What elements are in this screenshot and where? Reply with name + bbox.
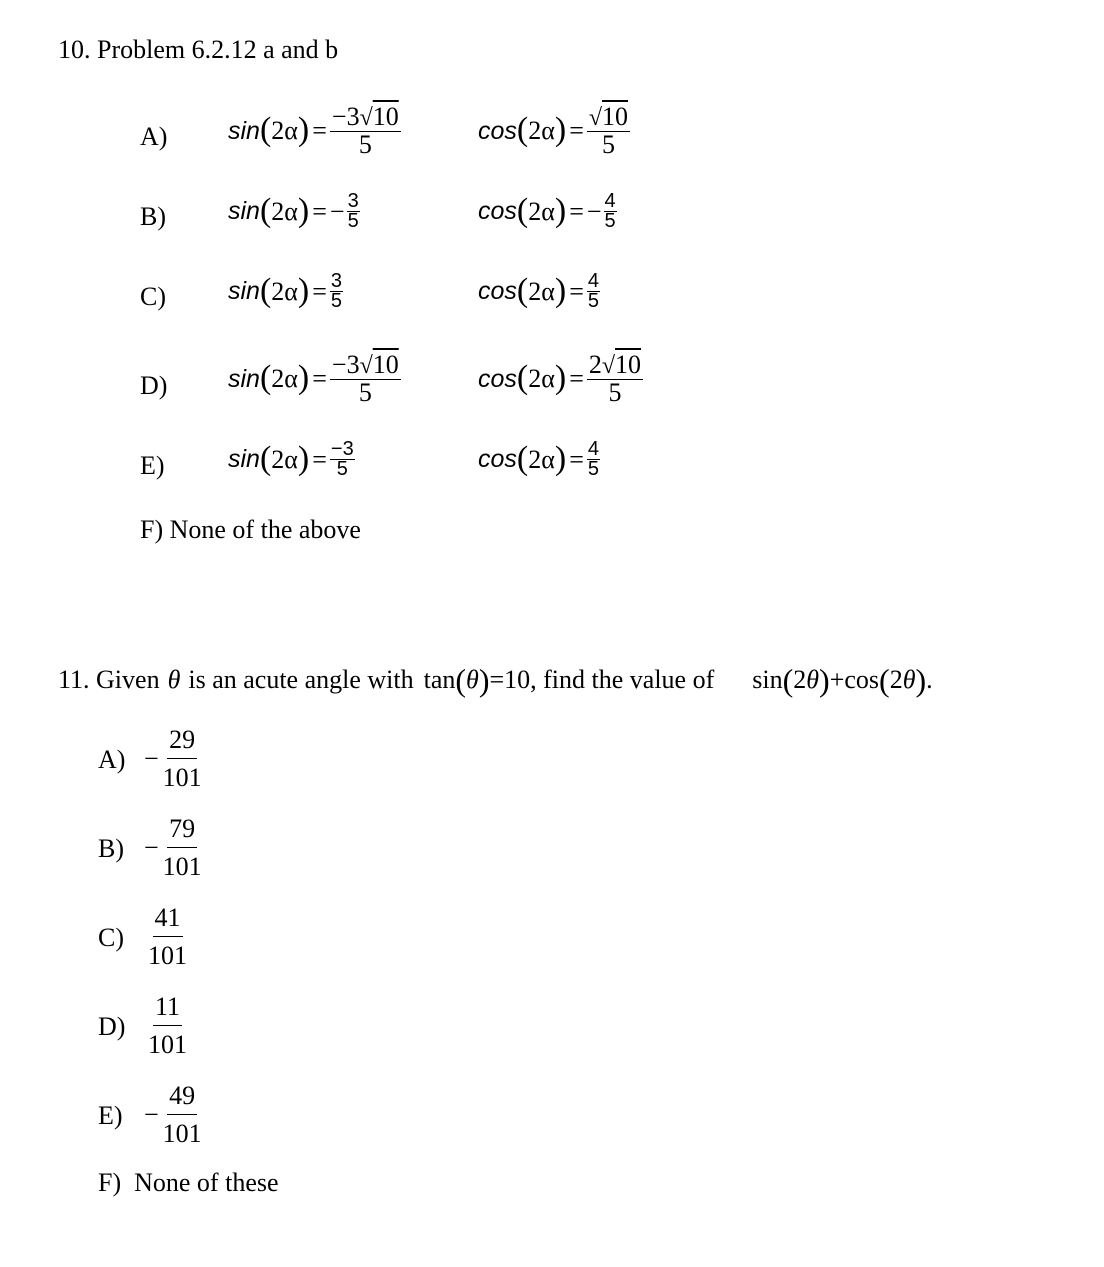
denominator: 101 — [148, 1030, 187, 1059]
equals-sign: = — [312, 116, 327, 145]
left-paren: ( — [516, 271, 529, 309]
sqrt-symbol: √ — [359, 105, 373, 131]
fraction — [330, 352, 401, 406]
left-paren: ( — [259, 191, 272, 229]
right-paren: ) — [554, 191, 567, 229]
sin-function: sin — [228, 445, 260, 473]
q10-option-c-label: C) — [140, 282, 166, 311]
q10-option-b-label: B) — [140, 202, 166, 231]
question-10-title: 10. Problem 6.2.12 a and b — [58, 35, 339, 64]
right-paren: ) — [554, 271, 567, 309]
q10-option-a-label: A) — [140, 122, 168, 151]
equals-sign: = — [569, 116, 584, 145]
argument: 2α — [271, 196, 298, 226]
argument: 2α — [271, 364, 298, 393]
equals-sign: = — [312, 364, 327, 393]
argument: 2α — [271, 116, 298, 145]
minus-sign: − — [144, 833, 159, 862]
denominator: 5 — [587, 458, 599, 480]
numerator: 41 — [153, 902, 183, 937]
fraction — [587, 104, 630, 158]
right-paren: ) — [297, 111, 310, 148]
cos-function: cos — [478, 116, 517, 145]
radicand: 10 — [372, 102, 399, 131]
q10-option-e-cos — [478, 440, 600, 479]
numerator: 79 — [167, 813, 197, 848]
argument: 2α — [528, 364, 555, 393]
radicand: 10 — [615, 350, 642, 379]
period: . — [926, 665, 933, 694]
numerator: 4 — [587, 270, 599, 292]
q10-option-c-cos — [478, 272, 600, 311]
argument: 2α — [528, 196, 555, 226]
minus-sign: − — [144, 1100, 159, 1129]
left-paren: ( — [455, 662, 467, 698]
sin-function: sin — [228, 277, 260, 305]
radicand: 10 — [372, 350, 399, 379]
right-paren: ) — [297, 271, 310, 309]
numerator: 49 — [167, 1080, 197, 1115]
fraction — [161, 1080, 204, 1150]
right-paren: ) — [554, 111, 567, 148]
q11-option-b-label: B) — [98, 834, 124, 863]
tan-function: tan — [423, 665, 456, 694]
left-paren: ( — [516, 439, 529, 477]
minus-sign: − — [144, 744, 159, 773]
denominator: 101 — [162, 1119, 202, 1148]
q11-option-c-label: C) — [98, 923, 124, 952]
q10-option-d-sin — [228, 352, 401, 406]
theta-symbol: θ — [466, 665, 479, 694]
q10-option-c-sin — [228, 272, 343, 311]
argument: 2α — [528, 444, 555, 474]
q10-option-e-label: E) — [140, 451, 165, 480]
q10-option-e-sin — [228, 440, 355, 479]
q10-option-b-cos — [478, 192, 617, 231]
cos-function: cos — [844, 665, 880, 694]
prompt-middle: is an acute angle with — [188, 665, 414, 694]
fraction — [587, 440, 600, 479]
left-paren: ( — [259, 111, 272, 148]
sqrt-symbol: √ — [359, 353, 373, 379]
radicand: 10 — [602, 102, 629, 131]
left-paren: ( — [782, 662, 794, 698]
sin-function: sin — [228, 197, 260, 225]
denominator: 101 — [162, 852, 202, 881]
denominator: 5 — [587, 290, 599, 312]
left-paren: ( — [259, 359, 272, 396]
numerator: 4 — [587, 438, 599, 460]
sin-function: sin — [228, 116, 260, 145]
q10-option-a-sin — [228, 104, 401, 158]
denominator: 5 — [358, 130, 372, 159]
denominator: 5 — [336, 458, 348, 480]
right-paren: ) — [554, 439, 567, 477]
theta-symbol: θ — [806, 665, 820, 694]
equals-sign: = — [312, 444, 327, 474]
q11-option-d-label: D) — [98, 1012, 126, 1041]
denominator: 101 — [148, 941, 187, 970]
numerator: 11 — [153, 991, 182, 1026]
argument: 2α — [271, 276, 298, 306]
argument: 2α — [528, 116, 555, 145]
right-paren: ) — [554, 359, 567, 396]
coefficient: −3 — [331, 350, 360, 379]
equals-sign: = — [312, 276, 327, 306]
cos-function: cos — [478, 445, 517, 473]
fraction — [146, 902, 189, 972]
q11-option-e-value — [144, 1080, 204, 1150]
prompt-value: =10, find the value of — [489, 665, 715, 694]
coefficient: −3 — [331, 102, 360, 131]
q10-option-d-cos — [478, 352, 643, 406]
fraction — [161, 813, 204, 883]
argument: 2α — [271, 444, 298, 474]
denominator: 101 — [162, 763, 202, 792]
left-paren: ( — [516, 191, 529, 229]
numerator: 29 — [167, 724, 197, 759]
minus-sign: − — [586, 196, 602, 226]
right-paren: ) — [297, 191, 310, 229]
q10-option-b-sin — [228, 192, 360, 231]
theta-symbol: θ — [902, 665, 916, 694]
equals-sign: = — [569, 364, 584, 393]
denominator: 5 — [604, 210, 616, 232]
minus-sign: − — [329, 196, 345, 226]
q11-option-e-label: E) — [98, 1101, 123, 1130]
equals-sign: = — [569, 444, 584, 474]
numerator: 4 — [604, 190, 616, 212]
q11-option-f: F) None of these — [98, 1168, 279, 1197]
equals-sign: = — [569, 276, 584, 306]
q10-option-d-label: D) — [140, 371, 168, 400]
right-paren: ) — [915, 662, 927, 698]
right-paren: ) — [819, 662, 830, 698]
sin-function: sin — [228, 364, 260, 393]
sqrt-symbol: √ — [588, 105, 603, 131]
left-paren: ( — [516, 111, 529, 148]
cos-function: cos — [478, 197, 517, 225]
q11-option-d-value — [144, 991, 189, 1061]
cos-function: cos — [478, 364, 517, 393]
q11-option-a-label: A) — [98, 745, 126, 774]
fraction — [604, 192, 617, 231]
two: 2 — [793, 665, 807, 694]
denominator: 5 — [330, 290, 343, 312]
denominator: 5 — [601, 130, 615, 159]
fraction — [330, 440, 355, 479]
fraction — [146, 991, 189, 1061]
denominator: 5 — [608, 378, 622, 407]
two: 2 — [889, 665, 903, 694]
right-paren: ) — [297, 439, 310, 477]
q11-option-c-value — [144, 902, 189, 972]
question-11-prompt — [58, 664, 933, 696]
denominator: 5 — [347, 210, 359, 232]
argument: 2α — [528, 276, 555, 306]
right-paren: ) — [297, 359, 310, 396]
cos-function: cos — [478, 277, 517, 305]
fraction — [347, 192, 360, 231]
sqrt-symbol: √ — [601, 353, 616, 379]
q11-option-a-value — [144, 724, 204, 794]
fraction — [330, 104, 401, 158]
fraction — [161, 724, 204, 794]
denominator: 5 — [358, 378, 372, 407]
fraction — [330, 272, 343, 311]
numerator: −3 — [330, 438, 354, 460]
left-paren: ( — [259, 271, 272, 309]
left-paren: ( — [879, 662, 890, 698]
q10-option-a-cos — [478, 104, 630, 158]
fraction — [587, 272, 600, 311]
equals-sign: = — [569, 196, 584, 226]
prompt-prefix: 11. Given — [58, 665, 160, 694]
numerator: 3 — [330, 270, 343, 292]
coefficient: 2 — [588, 350, 602, 379]
right-paren: ) — [478, 662, 490, 698]
fraction — [587, 352, 643, 406]
left-paren: ( — [259, 439, 272, 477]
left-paren: ( — [516, 359, 529, 396]
numerator: 3 — [347, 190, 359, 212]
sin-function: sin — [752, 665, 783, 694]
q11-option-b-value — [144, 813, 204, 883]
equals-sign: = — [312, 196, 327, 226]
theta-symbol: θ — [167, 665, 181, 694]
plus-sign: + — [829, 665, 845, 694]
q10-option-f: F) None of the above — [140, 515, 361, 544]
